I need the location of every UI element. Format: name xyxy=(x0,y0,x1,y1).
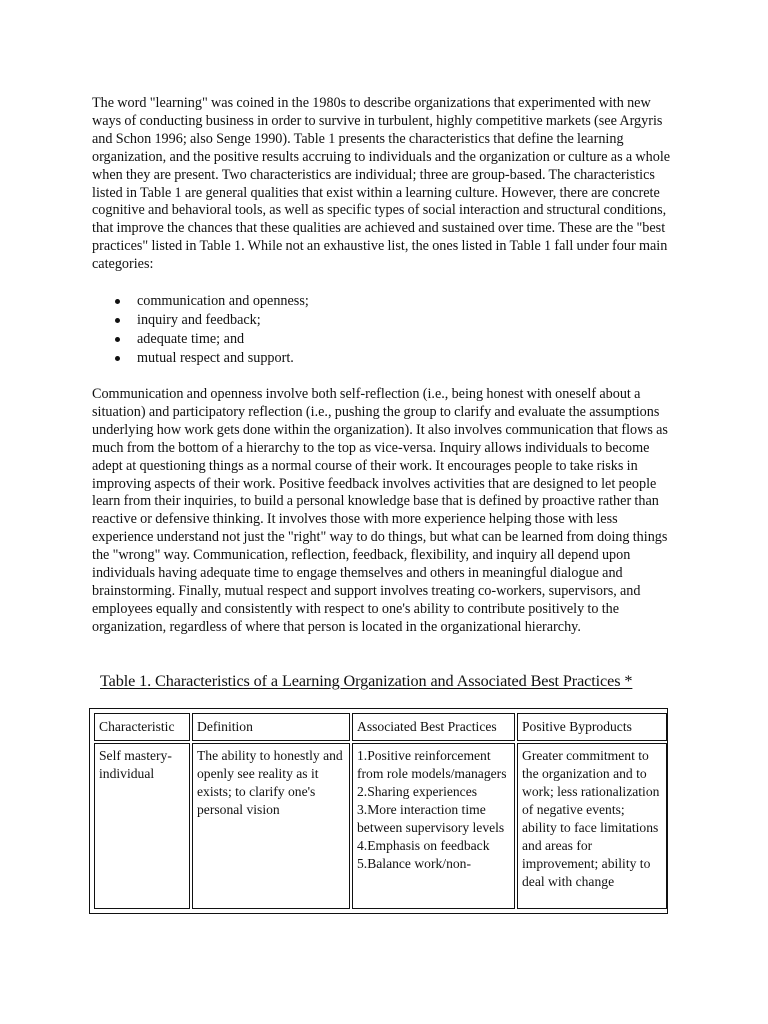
best-practice-item: 5.Balance work/non- xyxy=(357,856,472,871)
cell-characteristic: Self mastery- individual xyxy=(94,743,190,909)
bullet-icon xyxy=(115,318,120,323)
table-title: Table 1. Characteristics of a Learning Organization and Associated Best Practices * xyxy=(100,672,633,690)
characteristics-table xyxy=(89,708,668,914)
best-practice-item: 1.Positive reinforcement from role models/managers xyxy=(357,748,507,781)
category-list xyxy=(92,292,309,368)
header-best-practices: Associated Best Practices xyxy=(352,713,515,741)
header-byproducts: Positive Byproducts xyxy=(517,713,667,741)
list-item: adequate time; and xyxy=(92,330,309,349)
bullet-icon xyxy=(115,337,120,342)
cell-definition: The ability to honestly and openly see reality as it exists; to clarify one's personal vision xyxy=(192,743,350,909)
best-practice-item: 3.More interaction time between supervisory levels xyxy=(357,802,505,835)
bullet-icon xyxy=(115,299,120,304)
table-row xyxy=(94,743,667,909)
body-paragraph: Communication and openness involve both self-reflection (i.e., being honest with oneself about a situation) and participatory reflection (i.e., pushing the group to clarify and evaluate the assumptions underlying how work gets done within the organization). It also involves communication that flows as much from the bottom of a hierarchy to the top as vice-versa. Inquiry allows individuals to become adept at questioning things as a normal course of their work. It encourages people to take risks in improving aspects of their work. Positive feedback involves activities that are designed to let people learn from their inquiries, to build a personal knowledge base that is defined by proactive rather than reactive or defensive thinking. It involves those with more experience helping those with less experience understand not just the "right" way to do things, but what can be learned from doing things the "wrong" way. Communication, reflection, feedback, flexibility, and inquiry all depend upon individuals having adequate time to engage themselves and others in meaningful dialogue and brainstorming. Finally, mutual respect and support involves treating co-workers, supervisors, and employees equally and consistently with respect to one's ability to contribute positively to the organization, regardless of where that person is located in the organizational hierarchy. xyxy=(92,386,668,635)
list-item: communication and openness; xyxy=(92,292,309,311)
header-characteristic: Characteristic xyxy=(94,713,190,741)
header-definition: Definition xyxy=(192,713,350,741)
list-item: inquiry and feedback; xyxy=(92,311,309,330)
bullet-icon xyxy=(115,356,120,361)
cell-byproducts: Greater commitment to the organization and to work; less rationalization of negative events; ability to face limitations and areas for improvement; ability to deal with change xyxy=(517,743,667,909)
list-item: mutual respect and support. xyxy=(92,349,309,368)
intro-paragraph: The word "learning" was coined in the 1980s to describe organizations that experimented with new ways of conducting business in order to survive in turbulent, highly competitive markets (see Argyris and Schon 1996; also Senge 1990). Table 1 presents the characteristics that define the learning organization, and the positive results accruing to individuals and the organization or culture as a whole when they are present. Two characteristics are individual; three are group-based. The characteristics listed in Table 1 are general qualities that exist within a learning culture. However, there are concrete cognitive and behavioral tools, as well as specific types of social interaction and structural conditions, that improve the chances that these qualities are achieved and sustained over time. These are the "best practices" listed in Table 1. While not an exhaustive list, the ones listed in Table 1 fall under four main categories: xyxy=(92,95,671,273)
cell-best-practices xyxy=(352,743,515,909)
best-practice-item: 2.Sharing experiences xyxy=(357,784,478,799)
table-header-row xyxy=(94,713,667,741)
best-practice-item: 4.Emphasis on feedback xyxy=(357,838,490,853)
